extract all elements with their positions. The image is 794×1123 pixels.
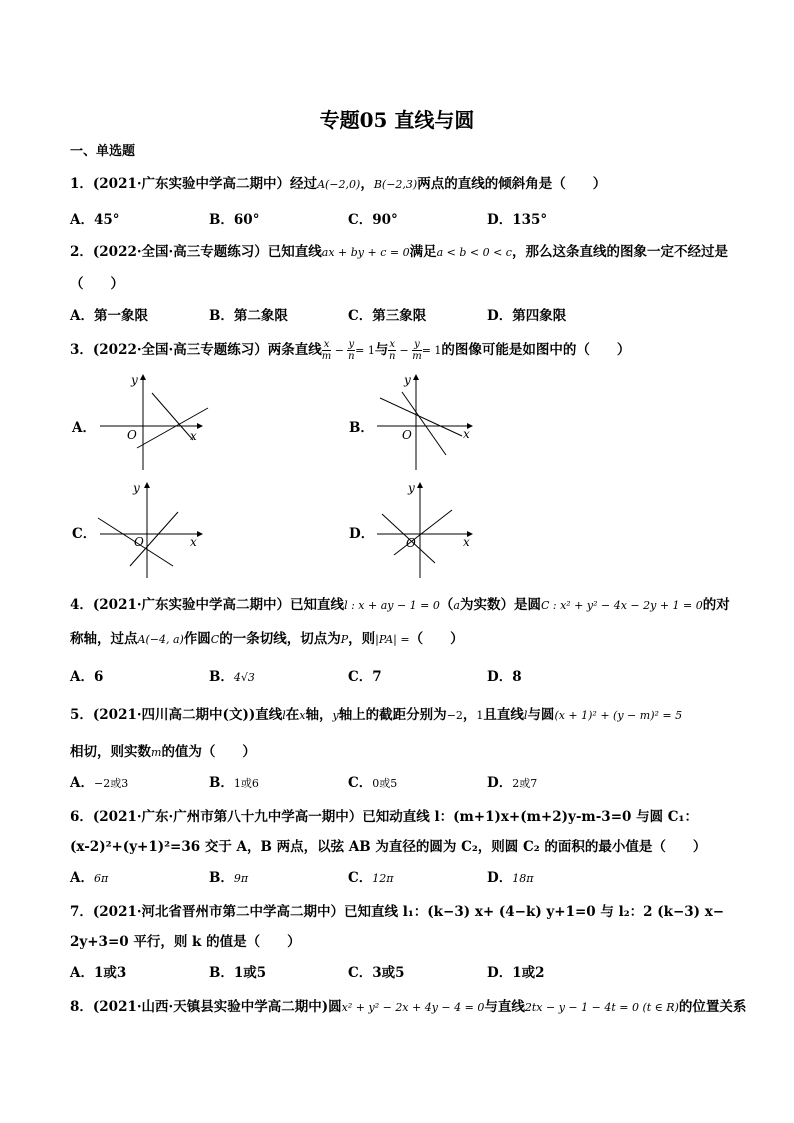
q5-option-b-value: 1或6	[233, 777, 259, 790]
question-5	[70, 703, 682, 723]
q2-option-c: C．第三象限	[348, 308, 427, 324]
q4-text-b: （	[439, 597, 454, 613]
q3-text-b: 与	[374, 342, 389, 358]
q2-equation: ax + by + c = 0	[321, 246, 410, 259]
q5-l-var: l	[282, 709, 286, 722]
q3-option-d: D．	[349, 526, 375, 542]
question-1	[70, 172, 606, 192]
q5-v1: −2	[446, 709, 463, 722]
q3-graph-c	[95, 478, 215, 583]
q8-line-eq: 2tx − y − 1 − 4t = 0 (t ∈ R)	[524, 1001, 679, 1014]
q4-pa: |PA| =	[375, 633, 410, 646]
q5-line2-b: 的值为（ ）	[161, 744, 256, 760]
q3-text-a: 3．(2022·全国·高三专题练习）两条直线	[70, 342, 322, 358]
q4-point: A(−4, a)	[137, 633, 184, 646]
q3d-origin-label: O	[406, 536, 416, 550]
q4-option-b: B．4√3	[209, 669, 255, 685]
question-6: 6．(2021·广东·广州市第八十九中学高一期中）已知动直线 l：(m+1)x+(m+2)y-m-3=0 与圆 C₁：	[70, 809, 698, 825]
q3-option-b: B．	[349, 420, 374, 436]
q3a-y-label: y	[131, 373, 138, 387]
q2-answer-bracket: （ ）	[70, 276, 124, 292]
q4-a-var: a	[453, 599, 460, 612]
q2-text-b: 满足	[409, 244, 437, 260]
q5-text-b: 在	[285, 707, 300, 723]
q3-fraction-3: $\frac{x}{n}$	[388, 339, 396, 362]
q7-option-d: D．1或2	[487, 965, 545, 981]
q5-option-c: C．0或5	[348, 775, 398, 791]
q2-text-a: 2．(2022·全国·高三专题练习）已知直线	[70, 244, 322, 260]
q3-option-c: C．	[72, 526, 97, 542]
q5-m-var: m	[151, 746, 162, 759]
q1-point-a: A(−2,0)	[317, 178, 361, 191]
q3-graph-d	[372, 478, 492, 583]
q3d-y-label: y	[408, 481, 415, 495]
q6-option-d: D．18π	[487, 870, 534, 886]
q2-option-b: B．第二象限	[209, 308, 288, 324]
q5-text-f: 且直线	[483, 707, 524, 723]
q3-text-c: 的图像可能是如图中的（ ）	[441, 342, 631, 358]
q5-line2-a: 相切，则实数	[70, 744, 151, 760]
q1-text-b: ，	[360, 176, 374, 192]
q1-option-b: B．60°	[209, 212, 260, 228]
q5-option-c-value: 0或5	[372, 777, 398, 790]
q3d-x-label: x	[463, 535, 470, 549]
q8-circle-eq: x² + y² − 2x + 4y − 4 = 0	[341, 1001, 485, 1014]
q4-option-c: C．7	[348, 669, 382, 685]
q5-option-a-value: −2或3	[93, 777, 129, 790]
question-7-line-2: 2y+3=0 平行，则 k 的值是（ ）	[70, 934, 301, 950]
q2-condition: a < b < 0 < c	[436, 246, 512, 259]
q6-option-b: B．9π	[209, 870, 249, 886]
q3-fraction-1: $\frac{x}{m}$	[321, 339, 332, 362]
q3b-origin-label: O	[402, 428, 412, 442]
q3a-origin-label: O	[127, 428, 137, 442]
q3-graph-a	[95, 370, 215, 475]
q5-y-var: y	[332, 709, 339, 722]
question-6-line-2: (x-2)²+(y+1)²=36 交于 A，B 两点，以弦 AB 为直径的圆为 C₂，则圆 C₂ 的面积的最小值是（ ）	[70, 839, 707, 855]
q5-text-e: ，	[462, 707, 477, 723]
q1-text-c: 两点的直线的倾斜角是（ ）	[417, 176, 607, 192]
q4-line-eq: l : x + ay − 1 = 0	[344, 599, 440, 612]
section-heading: 一、单选题	[70, 144, 136, 159]
q1-option-d: D．135°	[487, 212, 548, 228]
q5-option-b: B．1或6	[209, 775, 259, 791]
q1-option-a: A．45°	[70, 212, 120, 228]
q7-option-b: B．1或5	[209, 965, 267, 981]
q6-option-c: C．12π	[348, 870, 394, 886]
q2-option-d: D．第四象限	[487, 308, 567, 324]
question-4	[70, 593, 730, 613]
question-3: 3．(2022·全国·高三专题练习）两条直线 $\frac{x}{m}$ − $\frac{y}{n}$ = 1与 $\frac{x}{n}$ − $\frac{y}{m}$ = 1的图像可能是如图中的（ ）	[70, 339, 631, 362]
q6-option-c-value: 12π	[372, 872, 394, 885]
q8-text-b: 与直线	[484, 999, 525, 1015]
q1-point-b: B(−2,3)	[373, 178, 418, 191]
q4-line2-a: 称轴，过点	[70, 631, 138, 647]
q4-c-var: C	[210, 633, 220, 646]
q5-circle-eq: (x + 1)² + (y − m)² = 5	[554, 709, 683, 722]
q4-line2-b: 作圆	[183, 631, 211, 647]
q3b-x-label: x	[463, 427, 470, 441]
q4-option-a: A．6	[70, 669, 104, 685]
q3-eq2-tail: = 1	[421, 344, 442, 357]
question-4-line-2	[70, 627, 464, 647]
q6-option-a-value: 6π	[93, 872, 109, 885]
q5-text-g: 与圆	[527, 707, 555, 723]
q4-text-d: 的对	[702, 597, 730, 613]
q7-option-a: A．1或3	[70, 965, 127, 981]
q3a-x-label: x	[190, 429, 197, 443]
q4-p-var: P	[340, 633, 349, 646]
q4-text-c: 为实数）是圆	[459, 597, 541, 613]
q3-option-a: A．	[72, 420, 96, 436]
q8-text-c: 的位置关系	[678, 999, 747, 1015]
q6-option-d-value: 18π	[512, 872, 534, 885]
q6-option-b-value: 9π	[233, 872, 249, 885]
q3b-y-label: y	[404, 373, 411, 387]
q4-line2-c: 的一条切线，切点为	[219, 631, 341, 647]
q5-x-var: x	[299, 709, 306, 722]
q4-option-b-value: 4√3	[233, 671, 255, 684]
q6-option-a: A．6π	[70, 870, 109, 886]
page-title: 专题05 直线与圆	[319, 108, 475, 132]
q4-option-d: D．8	[487, 669, 522, 685]
q5-l-var-2: l	[523, 709, 528, 722]
question-7: 7．(2021·河北省晋州市第二中学高二期中）已知直线 l₁：(k−3) x+ (4−k) y+1=0 与 l₂：2 (k−3) x−	[70, 904, 725, 920]
q3-eq1-tail: = 1	[355, 344, 375, 357]
q5-text-c: 轴，	[305, 707, 333, 723]
q5-text-a: 5．(2021·四川高二期中(文))直线	[70, 707, 283, 723]
question-5-line-2	[70, 740, 256, 760]
q5-text-d: 轴上的截距分别为	[338, 707, 447, 723]
q3-fraction-4: $\frac{y}{m}$	[412, 339, 422, 362]
q4-circle-eq: C : x² + y² − 4x − 2y + 1 = 0	[540, 599, 703, 612]
q5-option-a: A．−2或3	[70, 775, 129, 791]
q4-line2-d: ，则	[348, 631, 376, 647]
q5-v2: 1	[476, 709, 484, 722]
q3c-origin-label: O	[134, 535, 144, 549]
q3-fraction-2: $\frac{y}{n}$	[348, 339, 355, 362]
q3c-y-label: y	[133, 481, 140, 495]
question-8	[70, 995, 746, 1015]
q4-line2-e: （ ）	[409, 631, 464, 647]
q4-text-a: 4．(2021·广东实验中学高二期中）已知直线	[70, 597, 345, 613]
q8-text-a: 8．(2021·山西·天镇县实验中学高二期中)圆	[70, 999, 342, 1015]
q3c-x-label: x	[190, 535, 197, 549]
q7-option-c: C．3或5	[348, 965, 405, 981]
q5-option-d-value: 2或7	[512, 777, 538, 790]
q5-option-d: D．2或7	[487, 775, 538, 791]
q3-graph-b	[372, 370, 492, 475]
question-2	[70, 240, 728, 260]
q2-option-a: A．第一象限	[70, 308, 148, 324]
q2-text-c: ，那么这条直线的图象一定不经过是	[511, 244, 728, 260]
q1-option-c: C．90°	[348, 212, 398, 228]
q1-text-a: 1．(2021·广东实验中学高二期中）经过	[70, 176, 318, 192]
